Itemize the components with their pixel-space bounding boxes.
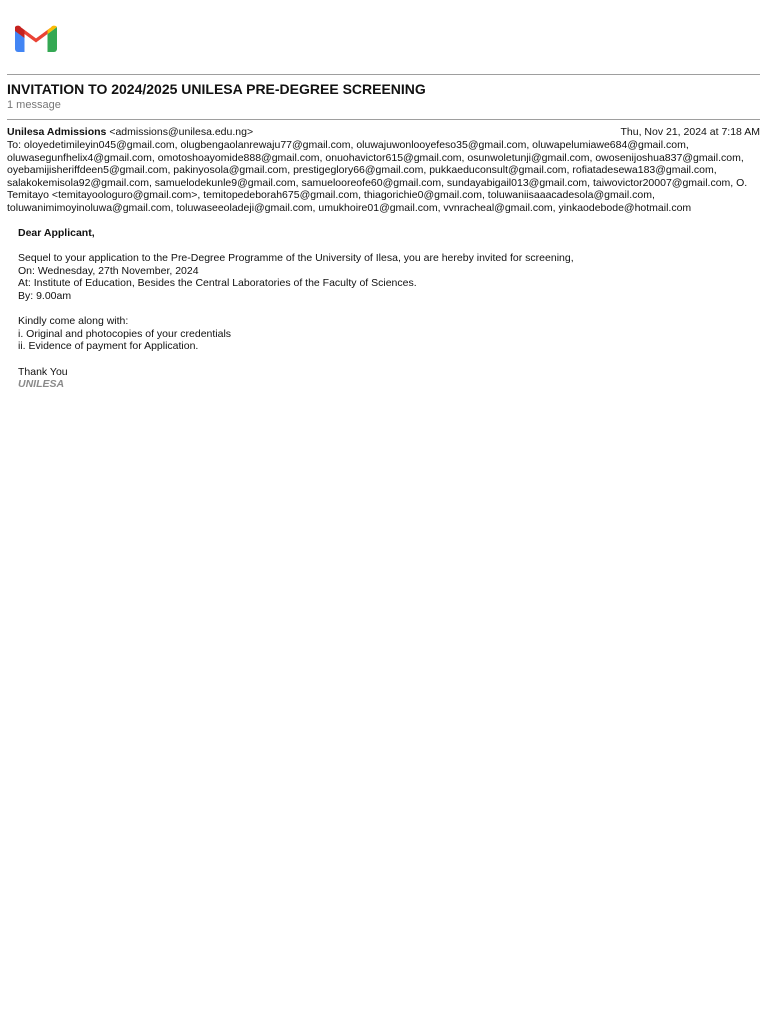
signature: UNILESA [18,378,65,391]
recipients-line[interactable]: Temitayo <temitayoologuro@gmail.com>, temitopedeborah675@gmail.com, thiagorichie0@gmail.com, toluwaniisaaacadesola@gmail.com, [7,189,655,202]
recipients-list [7,139,759,215]
message-body [18,227,718,391]
screening-date: On: Wednesday, 27th November, 2024 [18,264,199,277]
requirement-item: i. Original and photocopies of your credentials [18,327,232,340]
spacer [18,240,718,253]
recipients-line[interactable]: oyebamijisheriffdeen5@gmail.com, pakinyosola@gmail.com, prestigeglory66@gmail.com, pukkaeduconsult@gmail.com, rofiatadesewa183@gmail.com, [7,164,717,177]
header-divider [7,74,760,75]
sender-email[interactable]: <admissions@unilesa.edu.ng> [109,126,254,138]
spacer [18,303,718,316]
gmail-logo-icon [15,22,57,52]
recipients-line[interactable]: toluwanimimoyinoluwa@gmail.com, toluwaseeoladeji@gmail.com, umukhoire01@gmail.com, vvnracheal@gmail.com, yinkaodebode@hotmail.com [7,201,692,214]
sender-name[interactable]: Unilesa Admissions [7,126,107,138]
requirement-item: ii. Evidence of payment for Application. [18,340,199,353]
email-subject: INVITATION TO 2024/2025 UNILESA PRE-DEGREE SCREENING [7,81,426,97]
requirements-heading: Kindly come along with: [18,315,129,328]
spacer [18,353,718,366]
message-count: 1 message [7,99,61,111]
recipients-line[interactable]: oluwasegunfhelix4@gmail.com, omotoshoayomide888@gmail.com, onuohavictor615@gmail.com, osunwoletunji@gmail.com, owosenijoshua837@gmail.com, [7,151,744,164]
screening-time: By: 9.00am [18,289,72,302]
subject-divider [7,119,760,120]
closing: Thank You [18,365,68,378]
message-header [7,126,760,139]
recipients-line[interactable]: To: oloyedetimileyin045@gmail.com, olugbengaolanrewaju77@gmail.com, oluwajuwonlooyefeso35@gmail.com, oluwapelumiawe684@gmail.com, [7,139,689,151]
intro-text: Sequel to your application to the Pre-Degree Programme of the University of Ilesa, you are hereby invited for screening, [18,252,574,265]
screening-venue: At: Institute of Education, Besides the Central Laboratories of the Faculty of Sciences. [18,277,417,290]
greeting: Dear Applicant, [18,227,95,239]
recipients-line[interactable]: salakokemisola92@gmail.com, samuelodekunle9@gmail.com, samuelooreofe60@gmail.com, sundayabigail013@gmail.com, taiwovictor20007@gmail.com, O. [7,176,748,189]
message-date: Thu, Nov 21, 2024 at 7:18 AM [620,126,760,138]
